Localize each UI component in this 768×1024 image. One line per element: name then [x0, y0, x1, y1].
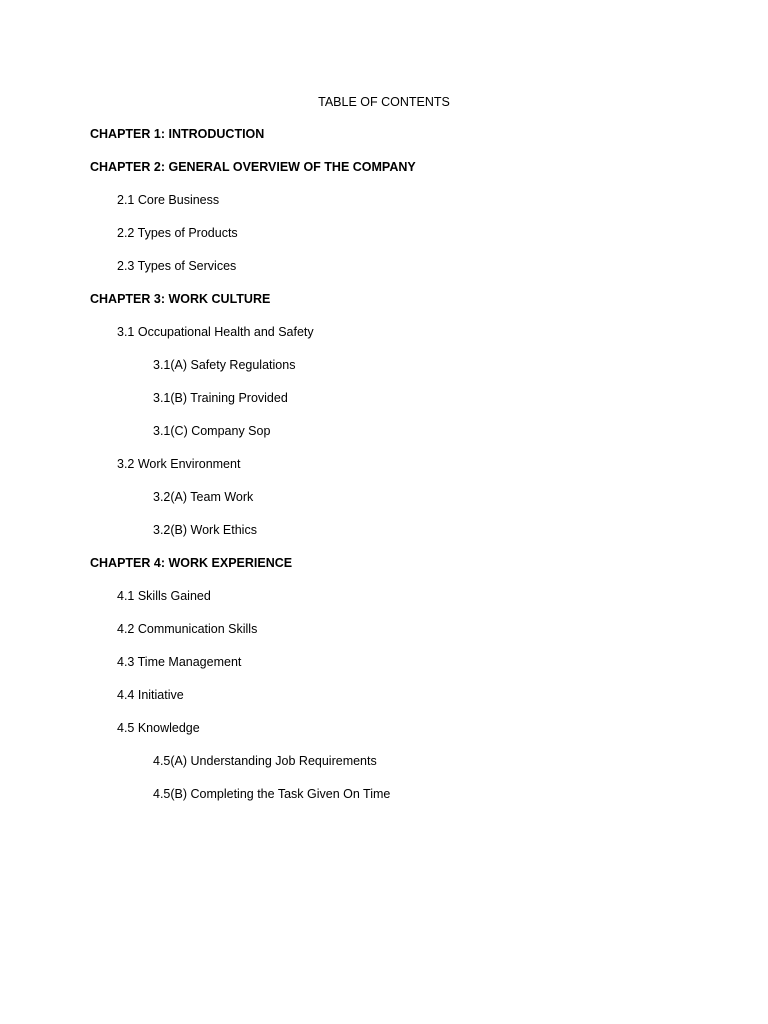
toc-subsection-entry: 4.5(A) Understanding Job Requirements — [153, 754, 377, 768]
toc-section-entry: 4.4 Initiative — [117, 688, 184, 702]
toc-chapter-heading: CHAPTER 2: GENERAL OVERVIEW OF THE COMPANY — [90, 160, 416, 174]
toc-chapter-heading: CHAPTER 4: WORK EXPERIENCE — [90, 556, 293, 570]
toc-section-entry: 2.3 Types of Services — [117, 259, 237, 273]
toc-subsection-entry: 3.1(C) Company Sop — [153, 424, 271, 438]
toc-subsection-entry: 3.2(B) Work Ethics — [153, 523, 257, 537]
toc-section-entry: 4.3 Time Management — [117, 655, 242, 669]
toc-section-entry: 4.2 Communication Skills — [117, 622, 258, 636]
toc-title: TABLE OF CONTENTS — [318, 95, 450, 109]
toc-section-entry: 3.1 Occupational Health and Safety — [117, 325, 314, 339]
toc-section-entry: 2.1 Core Business — [117, 193, 220, 207]
toc-section-entry: 2.2 Types of Products — [117, 226, 238, 240]
toc-subsection-entry: 3.1(A) Safety Regulations — [153, 358, 296, 372]
toc-subsection-entry: 3.1(B) Training Provided — [153, 391, 288, 405]
toc-chapter-heading: CHAPTER 3: WORK CULTURE — [90, 292, 271, 306]
toc-subsection-entry: 3.2(A) Team Work — [153, 490, 254, 504]
toc-chapter-heading: CHAPTER 1: INTRODUCTION — [90, 127, 265, 141]
toc-section-entry: 4.5 Knowledge — [117, 721, 200, 735]
toc-section-entry: 4.1 Skills Gained — [117, 589, 211, 603]
toc-section-entry: 3.2 Work Environment — [117, 457, 241, 471]
toc-list — [0, 126, 768, 819]
toc-subsection-entry: 4.5(B) Completing the Task Given On Time — [153, 787, 391, 801]
